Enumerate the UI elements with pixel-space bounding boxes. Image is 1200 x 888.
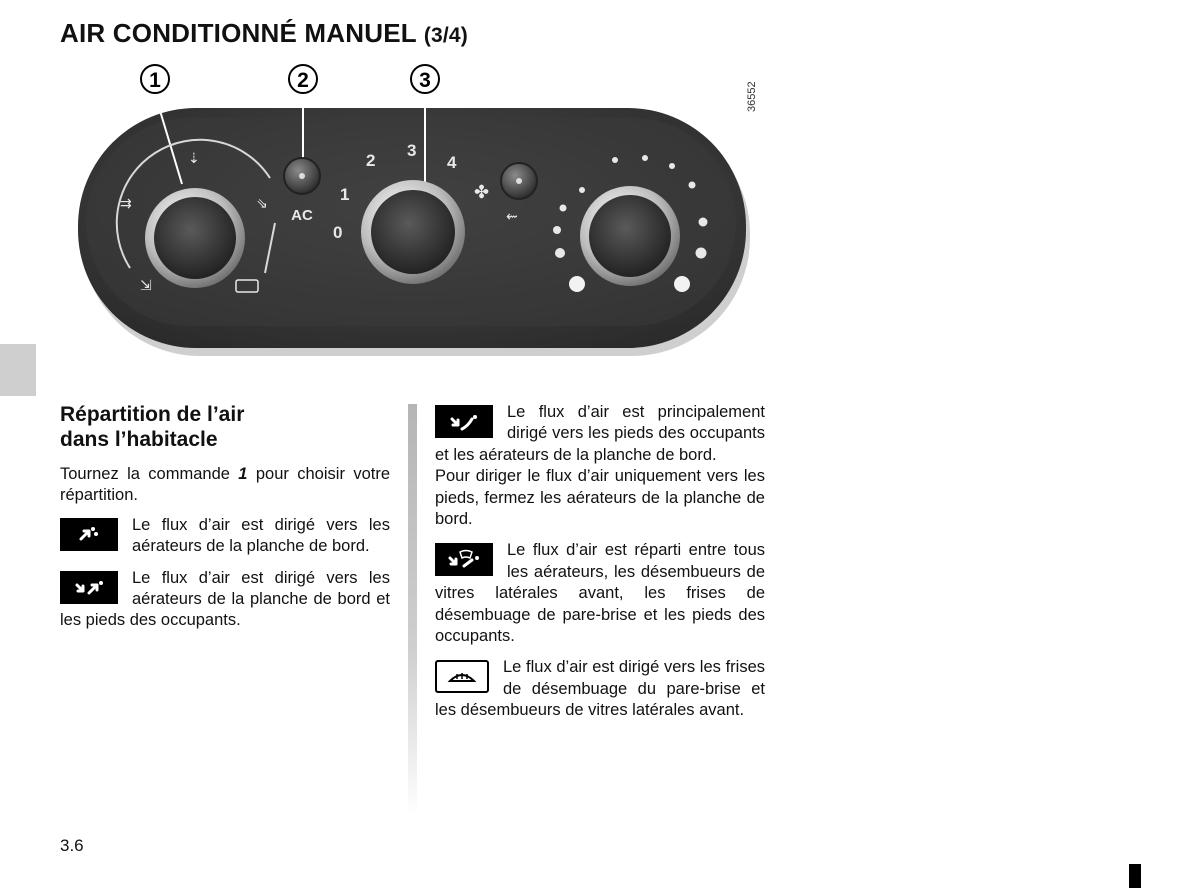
page-corner-mark [1129,864,1141,888]
vent-feet-icon [435,405,493,438]
temperature-knob [580,186,680,286]
section-heading-line2: dans l’habitacle [60,428,218,451]
callout-1-label: 1 [149,69,161,92]
section-heading [60,402,390,452]
fan-icon: ✤ [474,182,490,203]
callout-3 [411,65,439,93]
windscreen-demist-icon [435,660,489,693]
chapter-tab [0,344,36,396]
fan-speed-4: 4 [447,153,457,172]
fan-speed-1: 1 [340,185,350,204]
ac-label: AC [291,207,313,224]
recirculation-icon: ⇜ [506,209,518,225]
right-column [435,402,765,732]
page-number: 3.6 [60,836,84,855]
control-panel-figure [60,58,760,358]
fan-speed-knob [361,180,465,284]
distribution-entry [435,540,765,647]
entry-text: Le flux d’air est principalement dirigé vers les pieds des occupants et les aérateurs de la planche de bord. [435,403,765,464]
entry-text: Le flux d’air est dirigé vers les aérateurs de la planche de bord. [132,515,390,556]
intro-paragraph [60,464,390,507]
distribution-entry [435,402,765,466]
entry-text: Le flux d’air est dirigé vers les aérateurs de la planche de bord et les pieds des occupants. [60,568,390,630]
distribution-entry [60,515,390,558]
dist-icon-demist: ⇘ [256,196,268,212]
callout-1 [141,65,169,93]
dist-icon-dash: ⇣ [188,151,200,167]
distribution-entry [60,568,390,632]
feet-only-note: Pour diriger le flux d’air uniquement vers les pieds, fermez les aérateurs de la planche de bord. [435,467,765,529]
column-divider [408,404,417,816]
left-column [60,402,390,642]
intro-text-end: pour choisir votre répartition. [60,465,390,505]
fan-speed-3: 3 [407,141,417,160]
entry-text: Le flux d’air est dirigé vers les frises de désembuage du pare-brise et les désembueurs de vitres latérales avant. [435,658,765,720]
page-title [60,18,468,49]
intro-text-start: Tournez la commande [60,465,239,483]
fan-speed-0: 0 [333,223,343,242]
distribution-knob [145,188,245,288]
vent-feet-demist-icon [435,543,493,576]
section-heading-line1: Répartition de l’air [60,403,245,426]
callout-2-label: 2 [297,69,309,92]
vent-dashboard-feet-icon [60,571,118,604]
figure-reference: 36552 [746,81,758,112]
callout-2 [289,65,317,93]
page-title-text: AIR CONDITIONNÉ MANUEL [60,18,417,48]
entry-text: Le flux d’air est réparti entre tous les aérateurs, les désembueurs de vitres latérales avant, les frises de désembuage de pare-brise et les pieds des occupants. [435,541,765,646]
distribution-entry [435,657,765,721]
dist-icon-dash-feet: ⇉ [120,196,132,212]
fan-speed-2: 2 [366,151,376,170]
vent-dashboard-icon [60,518,118,551]
recirculation-button [501,163,537,199]
page-title-suffix: (3/4) [423,24,468,47]
dist-icon-feet: ⇲ [140,278,152,294]
intro-control-number: 1 [238,465,248,483]
callout-3-label: 3 [419,69,431,92]
ac-button [284,158,320,194]
